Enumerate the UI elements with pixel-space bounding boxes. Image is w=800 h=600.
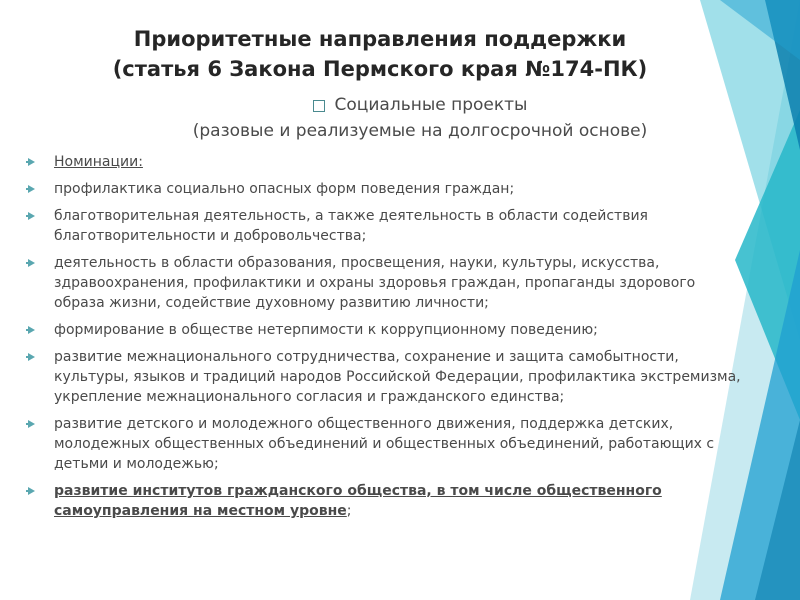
list-item-text: деятельность в области образования, просвещения, науки, культуры, искусства, здравоохранения, профилактики и охраны здоровья граждан, пропаганды здорового образа жизни, содействие духовному развитию личности; [54,255,696,311]
arrow-bullet-icon [28,185,35,193]
nominations-heading: Номинации: [54,154,143,170]
list-item-last [26,481,746,521]
list-item-text: формирование в обществе нетерпимости к коррупционному поведению; [54,322,598,338]
list-item-text: развитие детского и молодежного общественного движения, поддержка детских, молодежных общественных объединений и общественных объединений, работающих с детьми и молодежью; [54,416,715,472]
list-item-text: развитие межнационального сотрудничества, сохранение и защита самобытности, культуры, языков и традиций народов Российской Федерации, профилактика экстремизма, укрепление межнационального согласия и гражданского единства; [54,349,741,405]
arrow-bullet-icon [28,158,35,166]
list-item-heading [26,152,746,172]
list-item-text: профилактика социально опасных форм поведения граждан; [54,181,515,197]
list-item [26,414,746,474]
slide-title [0,24,760,84]
list-item [26,347,746,407]
arrow-bullet-icon [28,259,35,267]
nominations-list [26,152,746,528]
list-item-bold-text: развитие институтов гражданского общества, в том числе общественного самоуправления на местном уровне [54,483,662,519]
subtitle-line-1-row [100,92,740,118]
subtitle-line-1: Социальные проекты [334,95,528,115]
list-item [26,253,746,313]
list-item-tail: ; [346,503,352,519]
checkbox-bullet-icon [313,100,325,112]
title-line-2: (статья 6 Закона Пермского края №174-ПК) [112,57,648,81]
list-item [26,320,746,340]
arrow-bullet-icon [28,420,35,428]
arrow-bullet-icon [28,212,35,220]
arrow-bullet-icon [28,353,35,361]
arrow-bullet-icon [28,326,35,334]
subtitle [100,92,740,144]
list-item [26,179,746,199]
arrow-bullet-icon [28,487,35,495]
list-item [26,206,746,246]
title-line-1: Приоритетные направления поддержки [133,27,627,51]
subtitle-line-2: (разовые и реализуемые на долгосрочной основе) [192,121,648,141]
list-item-text: благотворительная деятельность, а также деятельность в области содействия благотворительности и добровольчества; [54,208,648,244]
